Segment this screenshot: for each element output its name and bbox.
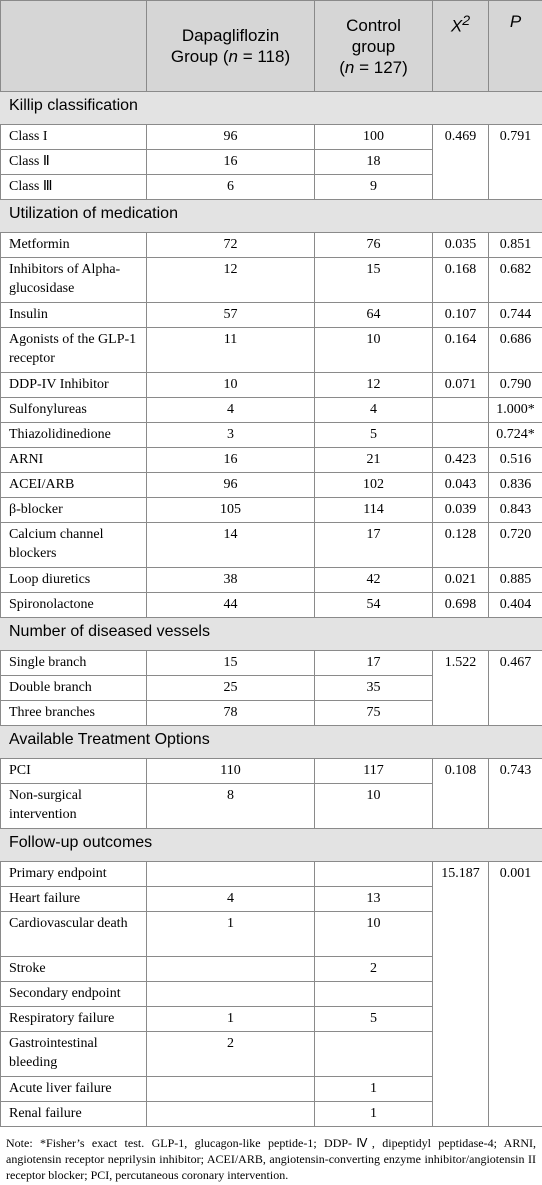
row-label: Class Ⅱ	[1, 150, 147, 175]
table-row	[1, 651, 542, 676]
chi-square-value	[433, 398, 489, 423]
dapagliflozin-count: 16	[147, 150, 315, 175]
row-label: Sulfonylureas	[1, 398, 147, 423]
table-row	[1, 448, 542, 473]
chi-square-value: 0.698	[433, 593, 489, 618]
header-p-value: P	[489, 1, 542, 92]
control-count: 10	[315, 328, 433, 373]
section-header-row	[1, 829, 542, 862]
header-chi-square	[433, 1, 489, 92]
dapagliflozin-count: 1	[147, 1007, 315, 1032]
table-row	[1, 328, 542, 373]
table-row	[1, 233, 542, 258]
control-count: 5	[315, 423, 433, 448]
control-count: 35	[315, 676, 433, 701]
control-count: 100	[315, 125, 433, 150]
dapagliflozin-count: 57	[147, 303, 315, 328]
row-label: ACEI/ARB	[1, 473, 147, 498]
chi-square-value: 0.423	[433, 448, 489, 473]
row-label: Stroke	[1, 957, 147, 982]
chi-square-value: 0.107	[433, 303, 489, 328]
row-label: Class I	[1, 125, 147, 150]
header-ctrl-group: group	[351, 36, 396, 56]
row-label: Double branch	[1, 676, 147, 701]
dapagliflozin-count: 4	[147, 887, 315, 912]
table-row	[1, 862, 542, 887]
table-footnote: Note: *Fisher’s exact test. GLP-1, glucagon-like peptide-1; DDP-Ⅳ, dipeptidyl peptidase-4; ARNI, angiotensin receptor neprilysin inhibitor; ACEI/ARB, angiotensin-converting enzyme inhibitor/angiotensin II receptor blocker; PCI, percutaneous coronary intervention.	[6, 1136, 536, 1182]
p-value: 0.404	[489, 593, 542, 618]
section-title: Follow-up outcomes	[1, 829, 542, 862]
dapagliflozin-count	[147, 1077, 315, 1102]
p-value: 0.682	[489, 258, 542, 303]
header-ctrl-n: n	[344, 57, 355, 77]
p-value: 0.467	[489, 651, 542, 726]
row-label: Secondary endpoint	[1, 982, 147, 1007]
section-header-row	[1, 618, 542, 651]
row-label: Spironolactone	[1, 593, 147, 618]
control-count: 64	[315, 303, 433, 328]
dapagliflozin-count: 12	[147, 258, 315, 303]
dapagliflozin-count: 78	[147, 701, 315, 726]
chi-square-value: 0.108	[433, 759, 489, 829]
control-count: 54	[315, 593, 433, 618]
dapagliflozin-count: 44	[147, 593, 315, 618]
dapagliflozin-count	[147, 1102, 315, 1127]
row-label: DDP-IV Inhibitor	[1, 373, 147, 398]
chi-square-value: 0.043	[433, 473, 489, 498]
dapagliflozin-count: 15	[147, 651, 315, 676]
table-row	[1, 303, 542, 328]
control-count: 114	[315, 498, 433, 523]
row-label: Three branches	[1, 701, 147, 726]
dapagliflozin-count: 110	[147, 759, 315, 784]
dapagliflozin-count: 96	[147, 125, 315, 150]
dapagliflozin-count: 105	[147, 498, 315, 523]
dapagliflozin-count: 16	[147, 448, 315, 473]
header-chi-base: X	[450, 16, 463, 36]
control-count: 1	[315, 1077, 433, 1102]
table-row	[1, 759, 542, 784]
dapagliflozin-count: 8	[147, 784, 315, 829]
header-ctrl-name: Control	[346, 15, 401, 35]
table-row	[1, 125, 542, 150]
row-label: Inhibitors of Alpha-glucosidase	[1, 258, 147, 303]
row-label: Primary endpoint	[1, 862, 147, 887]
table-row	[1, 498, 542, 523]
section-title: Killip classification	[1, 92, 542, 125]
header-dapa-n: n	[228, 47, 238, 66]
row-label: Single branch	[1, 651, 147, 676]
dapagliflozin-count: 1	[147, 912, 315, 957]
control-count: 17	[315, 651, 433, 676]
table-row	[1, 568, 542, 593]
p-value: 0.843	[489, 498, 542, 523]
section-header-row	[1, 726, 542, 759]
chi-square-value	[433, 423, 489, 448]
row-label: Agonists of the GLP-1 receptor	[1, 328, 147, 373]
dapagliflozin-count: 14	[147, 523, 315, 568]
section-title: Available Treatment Options	[1, 726, 542, 759]
header-label-cell	[1, 1, 147, 92]
table-row	[1, 593, 542, 618]
header-dapa-group: Group (	[170, 47, 229, 66]
chi-square-value: 0.039	[433, 498, 489, 523]
header-dapagliflozin	[147, 1, 315, 92]
chi-square-value: 0.168	[433, 258, 489, 303]
section-header-row	[1, 200, 542, 233]
control-count: 12	[315, 373, 433, 398]
row-label: Respiratory failure	[1, 1007, 147, 1032]
row-label: Thiazolidinedione	[1, 423, 147, 448]
dapagliflozin-count: 25	[147, 676, 315, 701]
table-row	[1, 523, 542, 568]
p-value: 0.001	[489, 862, 542, 1127]
control-count: 2	[315, 957, 433, 982]
header-ctrl-paren: (	[339, 57, 345, 77]
row-label: Cardiovascular death	[1, 912, 147, 957]
chi-square-value: 1.522	[433, 651, 489, 726]
header-ctrl-count: = 127)	[354, 57, 408, 77]
row-label: Calcium channel blockers	[1, 523, 147, 568]
p-value: 0.836	[489, 473, 542, 498]
header-control	[315, 1, 433, 92]
control-count: 76	[315, 233, 433, 258]
row-label: Heart failure	[1, 887, 147, 912]
dapagliflozin-count: 11	[147, 328, 315, 373]
control-count: 10	[315, 784, 433, 829]
control-count: 9	[315, 175, 433, 200]
chi-square-value: 0.035	[433, 233, 489, 258]
p-value: 0.851	[489, 233, 542, 258]
header-dapa-name: Dapagliflozin	[181, 26, 280, 45]
section-title: Utilization of medication	[1, 200, 542, 233]
header-dapa-count: = 118)	[237, 47, 291, 66]
control-count: 10	[315, 912, 433, 957]
control-count: 75	[315, 701, 433, 726]
table-row	[1, 373, 542, 398]
row-label: Non-surgical intervention	[1, 784, 147, 829]
p-value: 0.686	[489, 328, 542, 373]
control-count: 117	[315, 759, 433, 784]
dapagliflozin-count: 96	[147, 473, 315, 498]
dapagliflozin-count: 72	[147, 233, 315, 258]
dapagliflozin-count	[147, 862, 315, 887]
dapagliflozin-count	[147, 957, 315, 982]
p-value: 0.744	[489, 303, 542, 328]
dapagliflozin-count: 6	[147, 175, 315, 200]
p-value: 0.743	[489, 759, 542, 829]
section-header-row	[1, 92, 542, 125]
control-count: 18	[315, 150, 433, 175]
row-label: β-blocker	[1, 498, 147, 523]
p-value: 0.724*	[489, 423, 542, 448]
header-chi-sup: 2	[462, 13, 471, 29]
row-label: Insulin	[1, 303, 147, 328]
dapagliflozin-count: 10	[147, 373, 315, 398]
table-row	[1, 258, 542, 303]
dapagliflozin-count: 2	[147, 1032, 315, 1077]
row-label: PCI	[1, 759, 147, 784]
control-count	[315, 862, 433, 887]
header-row	[1, 1, 542, 92]
p-value: 1.000*	[489, 398, 542, 423]
dapagliflozin-count: 4	[147, 398, 315, 423]
row-label: Class Ⅲ	[1, 175, 147, 200]
control-count: 5	[315, 1007, 433, 1032]
control-count: 102	[315, 473, 433, 498]
table-row	[1, 473, 542, 498]
control-count: 1	[315, 1102, 433, 1127]
control-count: 13	[315, 887, 433, 912]
chi-square-value: 0.164	[433, 328, 489, 373]
row-label: ARNI	[1, 448, 147, 473]
row-label: Renal failure	[1, 1102, 147, 1127]
row-label: Gastrointestinal bleeding	[1, 1032, 147, 1077]
control-count: 17	[315, 523, 433, 568]
row-label: Metformin	[1, 233, 147, 258]
control-count: 4	[315, 398, 433, 423]
p-value: 0.720	[489, 523, 542, 568]
table-row	[1, 423, 542, 448]
section-title: Number of diseased vessels	[1, 618, 542, 651]
dapagliflozin-count	[147, 982, 315, 1007]
row-label: Acute liver failure	[1, 1077, 147, 1102]
row-label: Loop diuretics	[1, 568, 147, 593]
dapagliflozin-count: 3	[147, 423, 315, 448]
table-row	[1, 398, 542, 423]
dapagliflozin-count: 38	[147, 568, 315, 593]
chi-square-value: 0.071	[433, 373, 489, 398]
control-count: 42	[315, 568, 433, 593]
p-value: 0.885	[489, 568, 542, 593]
p-value: 0.790	[489, 373, 542, 398]
chi-square-value: 0.469	[433, 125, 489, 200]
p-value: 0.791	[489, 125, 542, 200]
control-count	[315, 982, 433, 1007]
chi-square-value: 15.187	[433, 862, 489, 1127]
chi-square-value: 0.021	[433, 568, 489, 593]
chi-square-value: 0.128	[433, 523, 489, 568]
control-count: 21	[315, 448, 433, 473]
control-count: 15	[315, 258, 433, 303]
p-value: 0.516	[489, 448, 542, 473]
control-count	[315, 1032, 433, 1077]
